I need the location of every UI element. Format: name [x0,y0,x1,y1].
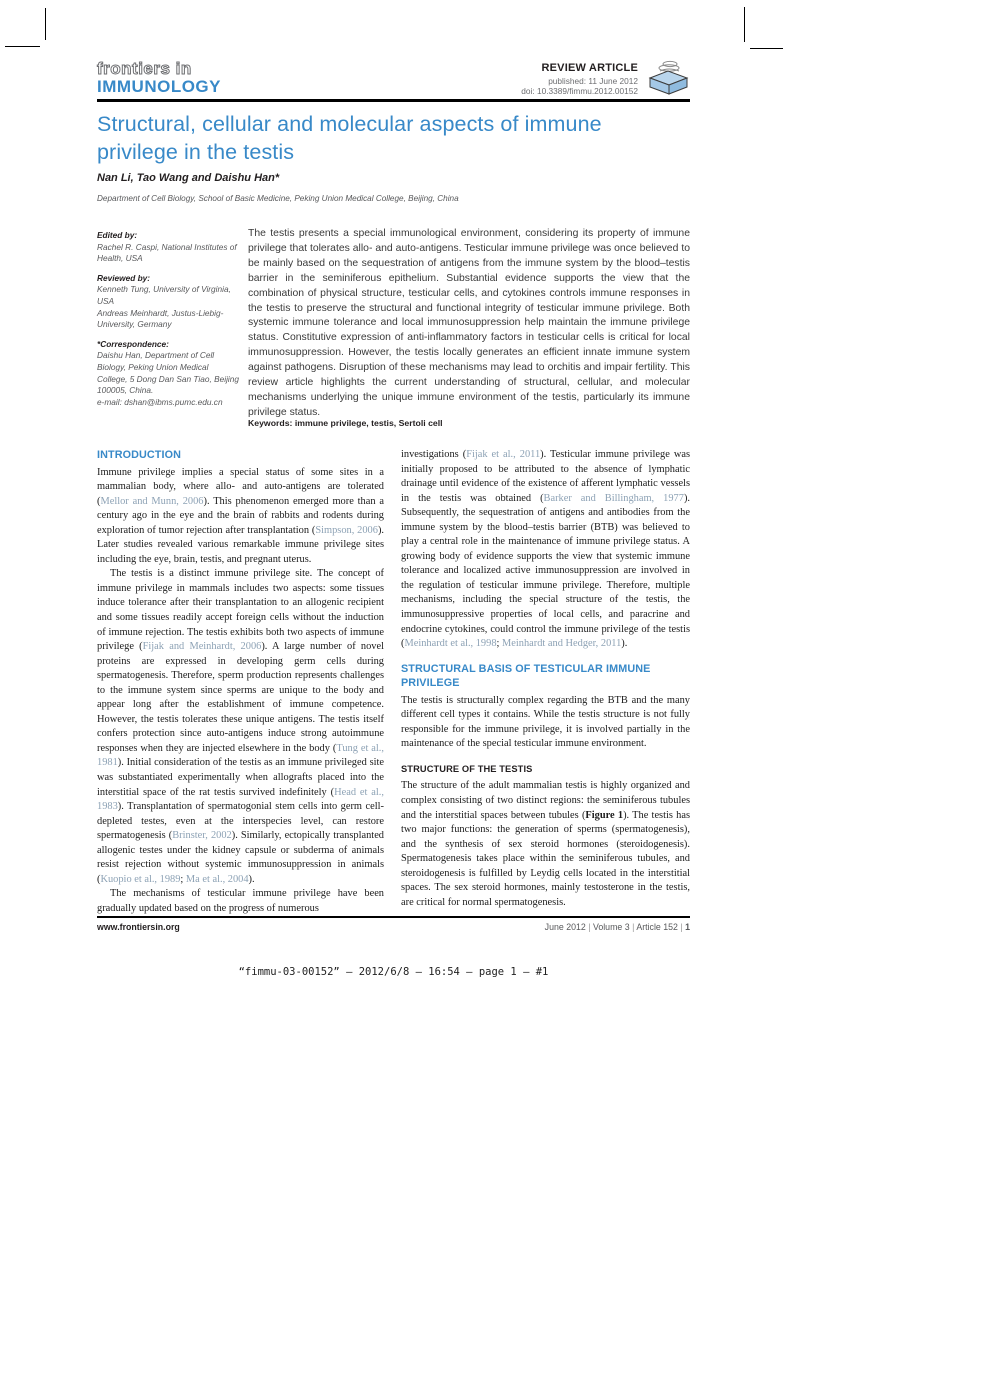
paragraph [401,694,690,752]
paragraph [97,567,384,887]
citation-link[interactable]: Fijak and Meinhardt, 2006 [142,641,262,653]
edited-by-value: Rachel R. Caspi, National Institutes of Health, USA [97,241,237,264]
journal-header [97,60,690,100]
citation-link[interactable]: Mellor and Munn, 2006 [100,495,204,507]
page-title: Structural, cellular and molecular aspects of immune privilege in the testis [97,112,602,164]
footer-issue-info [545,922,690,932]
citation-link[interactable]: Fijak et al., 2011 [466,449,541,460]
reviewer-item: Andreas Meinhardt, Justus-Liebig-University, Germany [97,307,224,330]
article-type-label: REVIEW ARTICLE [541,62,638,74]
paragraph [401,448,690,652]
section-heading-structural-basis: STRUCTURAL BASIS OF TESTICULAR IMMUNE PRIVILEGE [401,662,651,690]
text-segment: The structure of the adult mammalian testis is highly organized and complex consisting of two distinct regions: the seminiferous tubules and the interstitial spaces between tubules ( [401,780,690,821]
text-segment: Article 152 [636,922,678,932]
citation-link[interactable]: Barker and Billingham, 1977 [543,492,684,504]
editorial-sidebar [97,230,239,408]
published-date: published: 11 June 2012 [548,75,638,86]
crop-mark-top-right-horizontal [750,48,783,49]
text-segment: ). This phenomenon emerged more than a century ago in the eye and the brain of rabbits and rodents during exploration of tumor rejection after transplantation ( [97,495,384,536]
logo-line-immunology: IMMUNOLOGY [97,77,221,96]
text-segment: ; [496,638,503,650]
text-segment: ). Later studies revealed various remarkable immune privilege sites including the eye, brain, testis, and pregnant uterus. [97,524,384,565]
citation-link[interactable]: Kuopio et al., 1989 [100,873,181,885]
text-segment: ). Initial consideration of the testis as an immune privileged site was substantiated experimentally when allografts placed into the interstitial space of the rat testis survived indefinitely ( [97,757,384,798]
text-segment: ). A large number of novel proteins are expressed in developing germ cells during spermatogenesis. Therefore, sperm production represents challenges to the immune system since sperms are unique to the body and appear long after the establishment of immune competence. However, the testis tolerates these unique antigens. The testis itself confers protection since auto-antigens induce strong autoimmune responses when they are injected elsewhere in the body ( [97,641,384,754]
text-segment: ). [621,638,628,650]
text-segment: ). The testis has two major functions: the generation of sperms (spermatogenesis), and the synthesis of sex steroid hormones (steroidogenesis). Spermatogenesis takes place within the seminiferous tubules, and steroidogenesis is fulfilled by Leydig cells located in the interstitial spaces. The sex steroid hormones, mainly testosterone in the testis, are critical for normal spermatogenesis. [401,809,690,908]
text-segment: ). Transplantation of spermatogonial stem cells into germ cell-depleted testes, even at the interspecies level, can restore spermatogenesis ( [97,801,384,842]
paragraph [97,466,384,568]
authors-line: Nan Li, Tao Wang and Daishu Han* [97,172,280,184]
citation-link[interactable]: Brinster, 2002 [172,830,232,842]
citation-link[interactable]: Ma et al., 2004 [185,873,249,885]
correspondence-value: Daishu Han, Department of Cell Biology, Peking Union Medical College, 5 Dong Dan San Tiao, Beijing 100005, China. [97,350,239,396]
citation-link[interactable]: Tung et al., 1981 [97,742,384,769]
abstract-text: The testis presents a special immunological environment, considering its property of immune privilege that tolerates allo- and auto-antigens. Testicular immune privilege was once believed to be mainly based on the sequestration of antigens from the immune system by the blood–testis barrier in the seminiferous epithelium. Substantial evidence supports the view that the combination of physical structure, testicular cells, and cytokines controls immune responses in the testis to preserve the structural and functional integrity of testicular immune privilege. Both systemic immune tolerance and local immunosuppression help maintain the immune privilege status. Constitutive expression of anti-inflammatory factors in testicular cells is critical for local immunosuppression. However, the testis locally generates an efficient innate immune system against pathogens. Disruption of these mechanisms may lead to orchitis and impair fertility. This review article highlights the current understanding of structural, cellular, and molecular mechanisms underlying the unique immune environment of the testis, particularly its immune privilege status. [248,228,690,418]
crop-mark-top-right-vertical [744,7,745,42]
text-segment: | [585,922,593,932]
footer [97,922,690,932]
subsection-heading-structure-of-testis: STRUCTURE OF THE TESTIS [401,763,533,774]
citation-link[interactable]: Meinhardt et al., 1998 [404,638,497,650]
text-segment: Figure 1 [585,809,624,821]
text-segment: The testis is a distinct immune privilege site. The concept of immune privilege in mammals includes two aspects: some tissues induce tolerance after their transplantation to an allogenic recipient and some tissues readily accept foreign cells without the induction of immune rejection. The testis exhibits both two aspects of immune privilege ( [97,568,384,653]
citation-link[interactable]: Meinhardt and Hedger, 2011 [502,638,622,650]
article-meta [521,62,638,96]
text-segment: | [677,922,686,932]
body-column-left [97,448,384,917]
text-segment: investigations ( [401,449,467,460]
footer-rule [97,916,690,918]
text-segment: ). Similarly, ectopically transplanted allogenic testes under the kidney capsule or subderma of animals resist rejection without systemic immunosuppression in animals ( [97,830,385,885]
body-column-right [401,448,690,910]
text-segment: 1 [685,922,690,932]
text-segment: ). Subsequently, the sequestration of antigens and antibodies from the immune system by the blood–testis barrier (BTB) was believed to play a central role in the maintenance of immune privilege status. A growing body of evidence supports the view that systemic immune tolerance and localized active immunosuppression are involved in the regulation of testicular immune privilege. Therefore, multiple mechanisms, including the special structure of the testis, the immunosuppressive properties of local cells, and paracrine and endocrine cytokines, could control the immune privilege of the testis ( [401,492,690,650]
affiliation-line: Department of Cell Biology, School of Basic Medicine, Peking Union Medical College, Beijing, China [97,194,459,203]
text-segment: The testis is structurally complex regarding the BTB and the many different cell types it contains. While the testis structure is not fully responsible for the immune privilege, it is involved partially in the maintenance of the special testicular immune environment. [401,694,690,750]
crop-mark-top-left-horizontal [5,46,40,47]
frontiers-logo[interactable] [97,60,221,95]
text-segment: | [629,922,637,932]
header-rule [97,99,690,102]
section-heading-introduction: INTRODUCTION [97,449,181,461]
text-segment: ). [248,873,255,885]
correspondence-email[interactable]: e-mail: dshan@ibms.pumc.edu.cn [97,396,223,407]
citation-link[interactable]: Simpson, 2006 [315,524,378,536]
edited-by-label: Edited by: [97,230,138,240]
correspondence-label: *Correspondence: [97,338,169,349]
text-segment: ; [180,873,186,885]
footer-site-link[interactable]: www.frontiersin.org [97,922,180,932]
paragraph [401,779,690,910]
reviewed-by-label: Reviewed by: [97,272,151,283]
text-segment: Immune privilege implies a special status of some sites in a mammalian body, where allo- and auto-antigens are tolerated ( [97,466,384,507]
frontiers-bench-icon [646,58,690,98]
text-segment: The mechanisms of testicular immune privilege have been gradually updated based on the progress of numerous [97,888,384,914]
text-segment: ). Testicular immune privilege was initially proposed to be attributed to the absence of lymphatic drainage until evidence of the existence of afferent lymphatic vessels in the testis was obtained ( [401,449,690,504]
logo-line-frontiers-in: frontiers in [97,59,192,78]
reviewer-item: Kenneth Tung, University of Virginia, USA [97,284,231,306]
compositor-line: “fimmu-03-00152” — 2012/6/8 — 16:54 — page 1 — #1 [238,966,549,978]
text-segment: June 2012 [544,922,586,932]
keywords-line: Keywords: immune privilege, testis, Sertoli cell [248,418,443,428]
crop-mark-top-left-vertical [45,8,46,40]
text-segment: Volume 3 [592,922,630,932]
paragraph [97,887,384,916]
doi-text[interactable]: doi: 10.3389/fimmu.2012.00152 [521,86,638,97]
citation-link[interactable]: Head et al., 1983 [97,786,384,813]
